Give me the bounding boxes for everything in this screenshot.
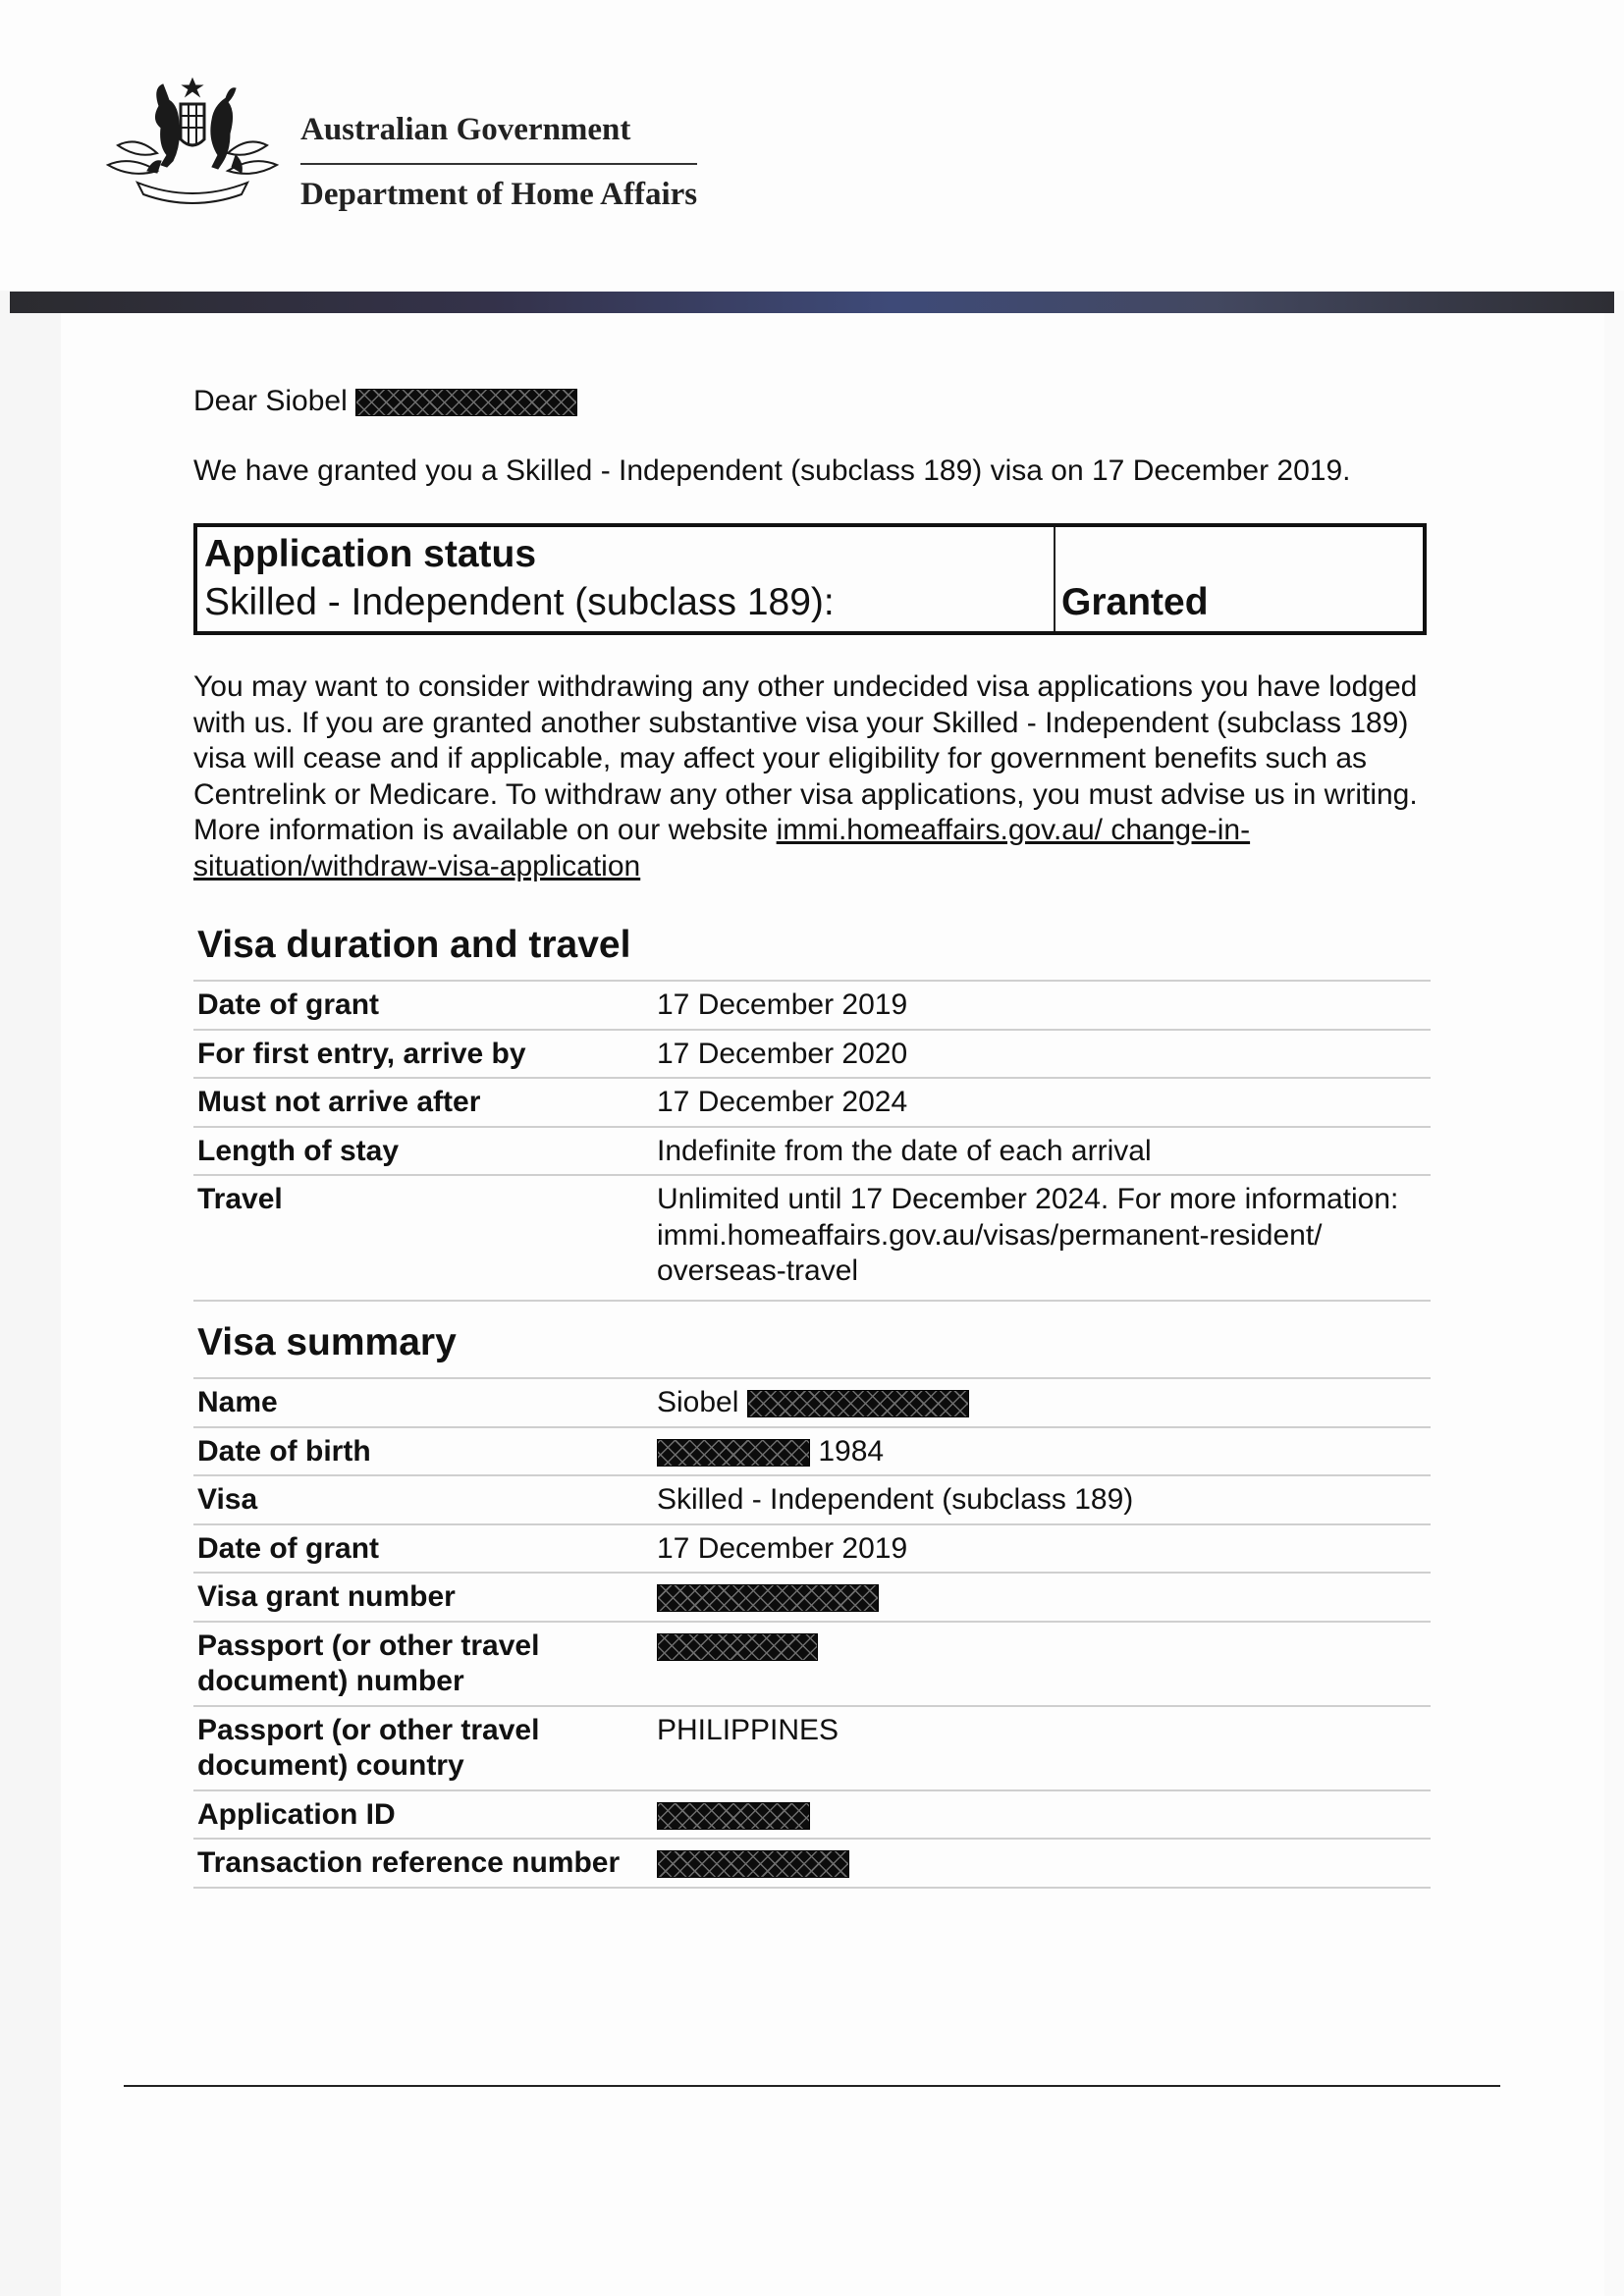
row-value: Unlimited until 17 December 2024. For more information: immi.homeaffairs.gov.au/visas/permanent-resident/ overseas-travel — [655, 1175, 1431, 1301]
letterhead-divider — [300, 163, 697, 165]
row-value: Skilled - Independent (subclass 189) — [655, 1475, 1431, 1524]
table-row — [193, 1078, 1431, 1127]
visa-summary-table — [193, 1377, 1431, 1889]
page-margin-right — [1604, 0, 1624, 2296]
row-value: 17 December 2020 — [655, 1030, 1431, 1079]
section-title-visa-summary: Visa summary — [197, 1321, 457, 1363]
row-value-redacted — [655, 1573, 1431, 1622]
table-row — [193, 1030, 1431, 1079]
row-label: Visa grant number — [193, 1573, 655, 1622]
table-row — [193, 1524, 1431, 1574]
salutation — [193, 385, 577, 418]
table-row — [193, 1573, 1431, 1622]
visa-duration-table — [193, 980, 1431, 1302]
row-label: For first entry, arrive by — [193, 1030, 655, 1079]
status-box-divider — [1054, 527, 1056, 631]
row-label: Transaction reference number — [193, 1839, 655, 1888]
row-value: PHILIPPINES — [655, 1706, 1431, 1790]
row-label: Length of stay — [193, 1127, 655, 1176]
redacted-transaction-reference — [657, 1850, 849, 1878]
row-value-redacted — [655, 1622, 1431, 1706]
row-label: Date of grant — [193, 1524, 655, 1574]
row-value-dob — [655, 1427, 1431, 1476]
status-title: Application status — [204, 533, 537, 575]
row-label: Visa — [193, 1475, 655, 1524]
application-status-box — [193, 523, 1427, 635]
footer-divider — [124, 2085, 1500, 2087]
redacted-surname — [747, 1390, 969, 1417]
redacted-day-month — [657, 1439, 810, 1467]
birth-year: 1984 — [818, 1434, 885, 1468]
row-label: Passport (or other travel document) country — [193, 1706, 655, 1790]
table-row — [193, 1622, 1431, 1706]
header-band — [10, 292, 1614, 313]
row-label: Must not arrive after — [193, 1078, 655, 1127]
withdraw-notice — [193, 669, 1431, 885]
status-badge: Granted — [1061, 581, 1209, 623]
letterhead — [0, 0, 1624, 291]
row-value: 17 December 2019 — [655, 1524, 1431, 1574]
status-visa-subclass: Skilled - Independent (subclass 189): — [204, 581, 835, 623]
row-value-redacted — [655, 1839, 1431, 1888]
row-value-name — [655, 1378, 1431, 1427]
row-value: Indefinite from the date of each arrival — [655, 1127, 1431, 1176]
department-name: Department of Home Affairs — [300, 177, 698, 212]
table-row — [193, 1127, 1431, 1176]
row-label: Application ID — [193, 1790, 655, 1840]
row-value: 17 December 2019 — [655, 981, 1431, 1030]
grant-sentence: We have granted you a Skilled - Independent (subclass 189) visa on 17 December 2019. — [193, 454, 1351, 487]
table-row — [193, 1475, 1431, 1524]
row-value-redacted — [655, 1790, 1431, 1840]
table-row — [193, 1706, 1431, 1790]
row-value: 17 December 2024 — [655, 1078, 1431, 1127]
redacted-application-id — [657, 1802, 810, 1830]
section-title-visa-duration: Visa duration and travel — [197, 924, 631, 966]
row-label: Passport (or other travel document) number — [193, 1622, 655, 1706]
government-name: Australian Government — [300, 112, 631, 147]
withdraw-notice-text: You may want to consider withdrawing any other undecided visa applications you have lodged with us. If you are granted another substantive visa your Skilled - Independent (subclass 189) visa will cease and if applicable, may affect your eligibility for government benefits such as Centrelink or Medicare. To withdraw any other visa applications, you must advise us in writing. More information is available on our website — [193, 670, 1418, 847]
coat-of-arms-icon — [98, 77, 287, 214]
withdraw-visa-link[interactable]: immi.homeaffairs.gov.au/ change-in-situation/withdraw-visa-application — [193, 814, 1251, 882]
row-label: Date of grant — [193, 981, 655, 1030]
table-row — [193, 1839, 1431, 1888]
table-row — [193, 1790, 1431, 1840]
table-row — [193, 981, 1431, 1030]
page-margin-left — [0, 0, 61, 2296]
row-label: Name — [193, 1378, 655, 1427]
table-row — [193, 1175, 1431, 1301]
row-label: Travel — [193, 1175, 655, 1301]
redacted-passport-number — [657, 1633, 818, 1661]
table-row — [193, 1378, 1431, 1427]
salutation-text: Dear Siobel — [193, 385, 348, 417]
table-row — [193, 1427, 1431, 1476]
given-name: Siobel — [657, 1386, 739, 1418]
redacted-visa-grant-number — [657, 1584, 879, 1612]
row-label: Date of birth — [193, 1427, 655, 1476]
redacted-surname — [355, 389, 577, 416]
